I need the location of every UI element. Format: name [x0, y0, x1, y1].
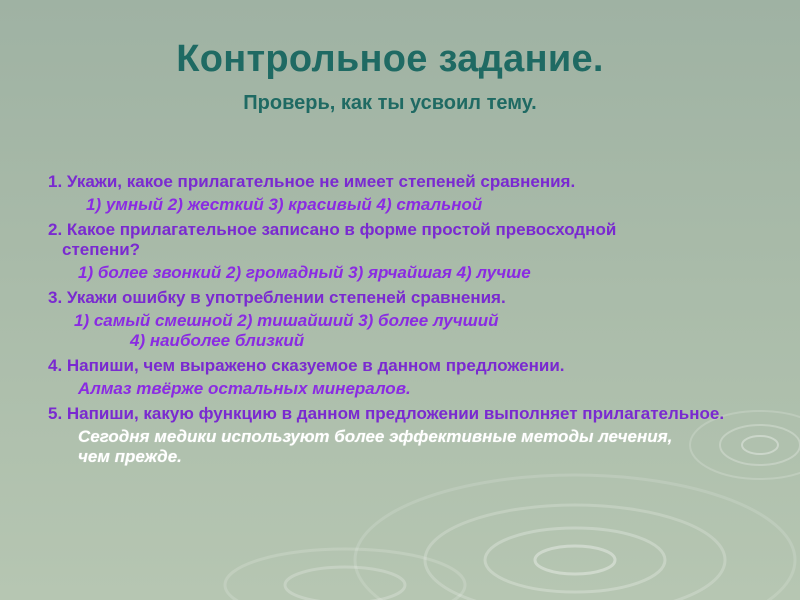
question-1: 1. Укажи, какое прилагательное не имеет степеней сравнения.	[48, 172, 576, 191]
slide-title: Контрольное задание.	[176, 38, 604, 80]
question-3-options-line2: 4) наиболее близкий	[130, 331, 305, 350]
questions-list	[48, 172, 788, 472]
question-5-example: Сегодня медики используют более эффективные методы лечения, чем прежде.	[78, 427, 673, 466]
question-2-options: 1) более звонкий 2) громадный 3) ярчайшая 4) лучше	[78, 263, 531, 282]
question-1-options: 1) умный 2) жесткий 3) красивый 4) стальной	[86, 195, 483, 214]
question-3-options-line1: 1) самый смешной 2) тишайший 3) более лучший	[74, 311, 499, 330]
question-4: 4. Напиши, чем выражено сказуемое в данном предложении.	[48, 356, 565, 375]
slide-subtitle: Проверь, как ты усвоил тему.	[243, 92, 537, 114]
question-3: 3. Укажи ошибку в употреблении степеней сравнения.	[48, 288, 506, 307]
question-5: 5. Напиши, какую функцию в данном предложении выполняет прилагательное.	[48, 404, 725, 423]
question-2: 2. Какое прилагательное записано в форме простой превосходной степени?	[48, 220, 617, 259]
question-4-example: Алмаз твёрже остальных минералов.	[78, 379, 411, 398]
